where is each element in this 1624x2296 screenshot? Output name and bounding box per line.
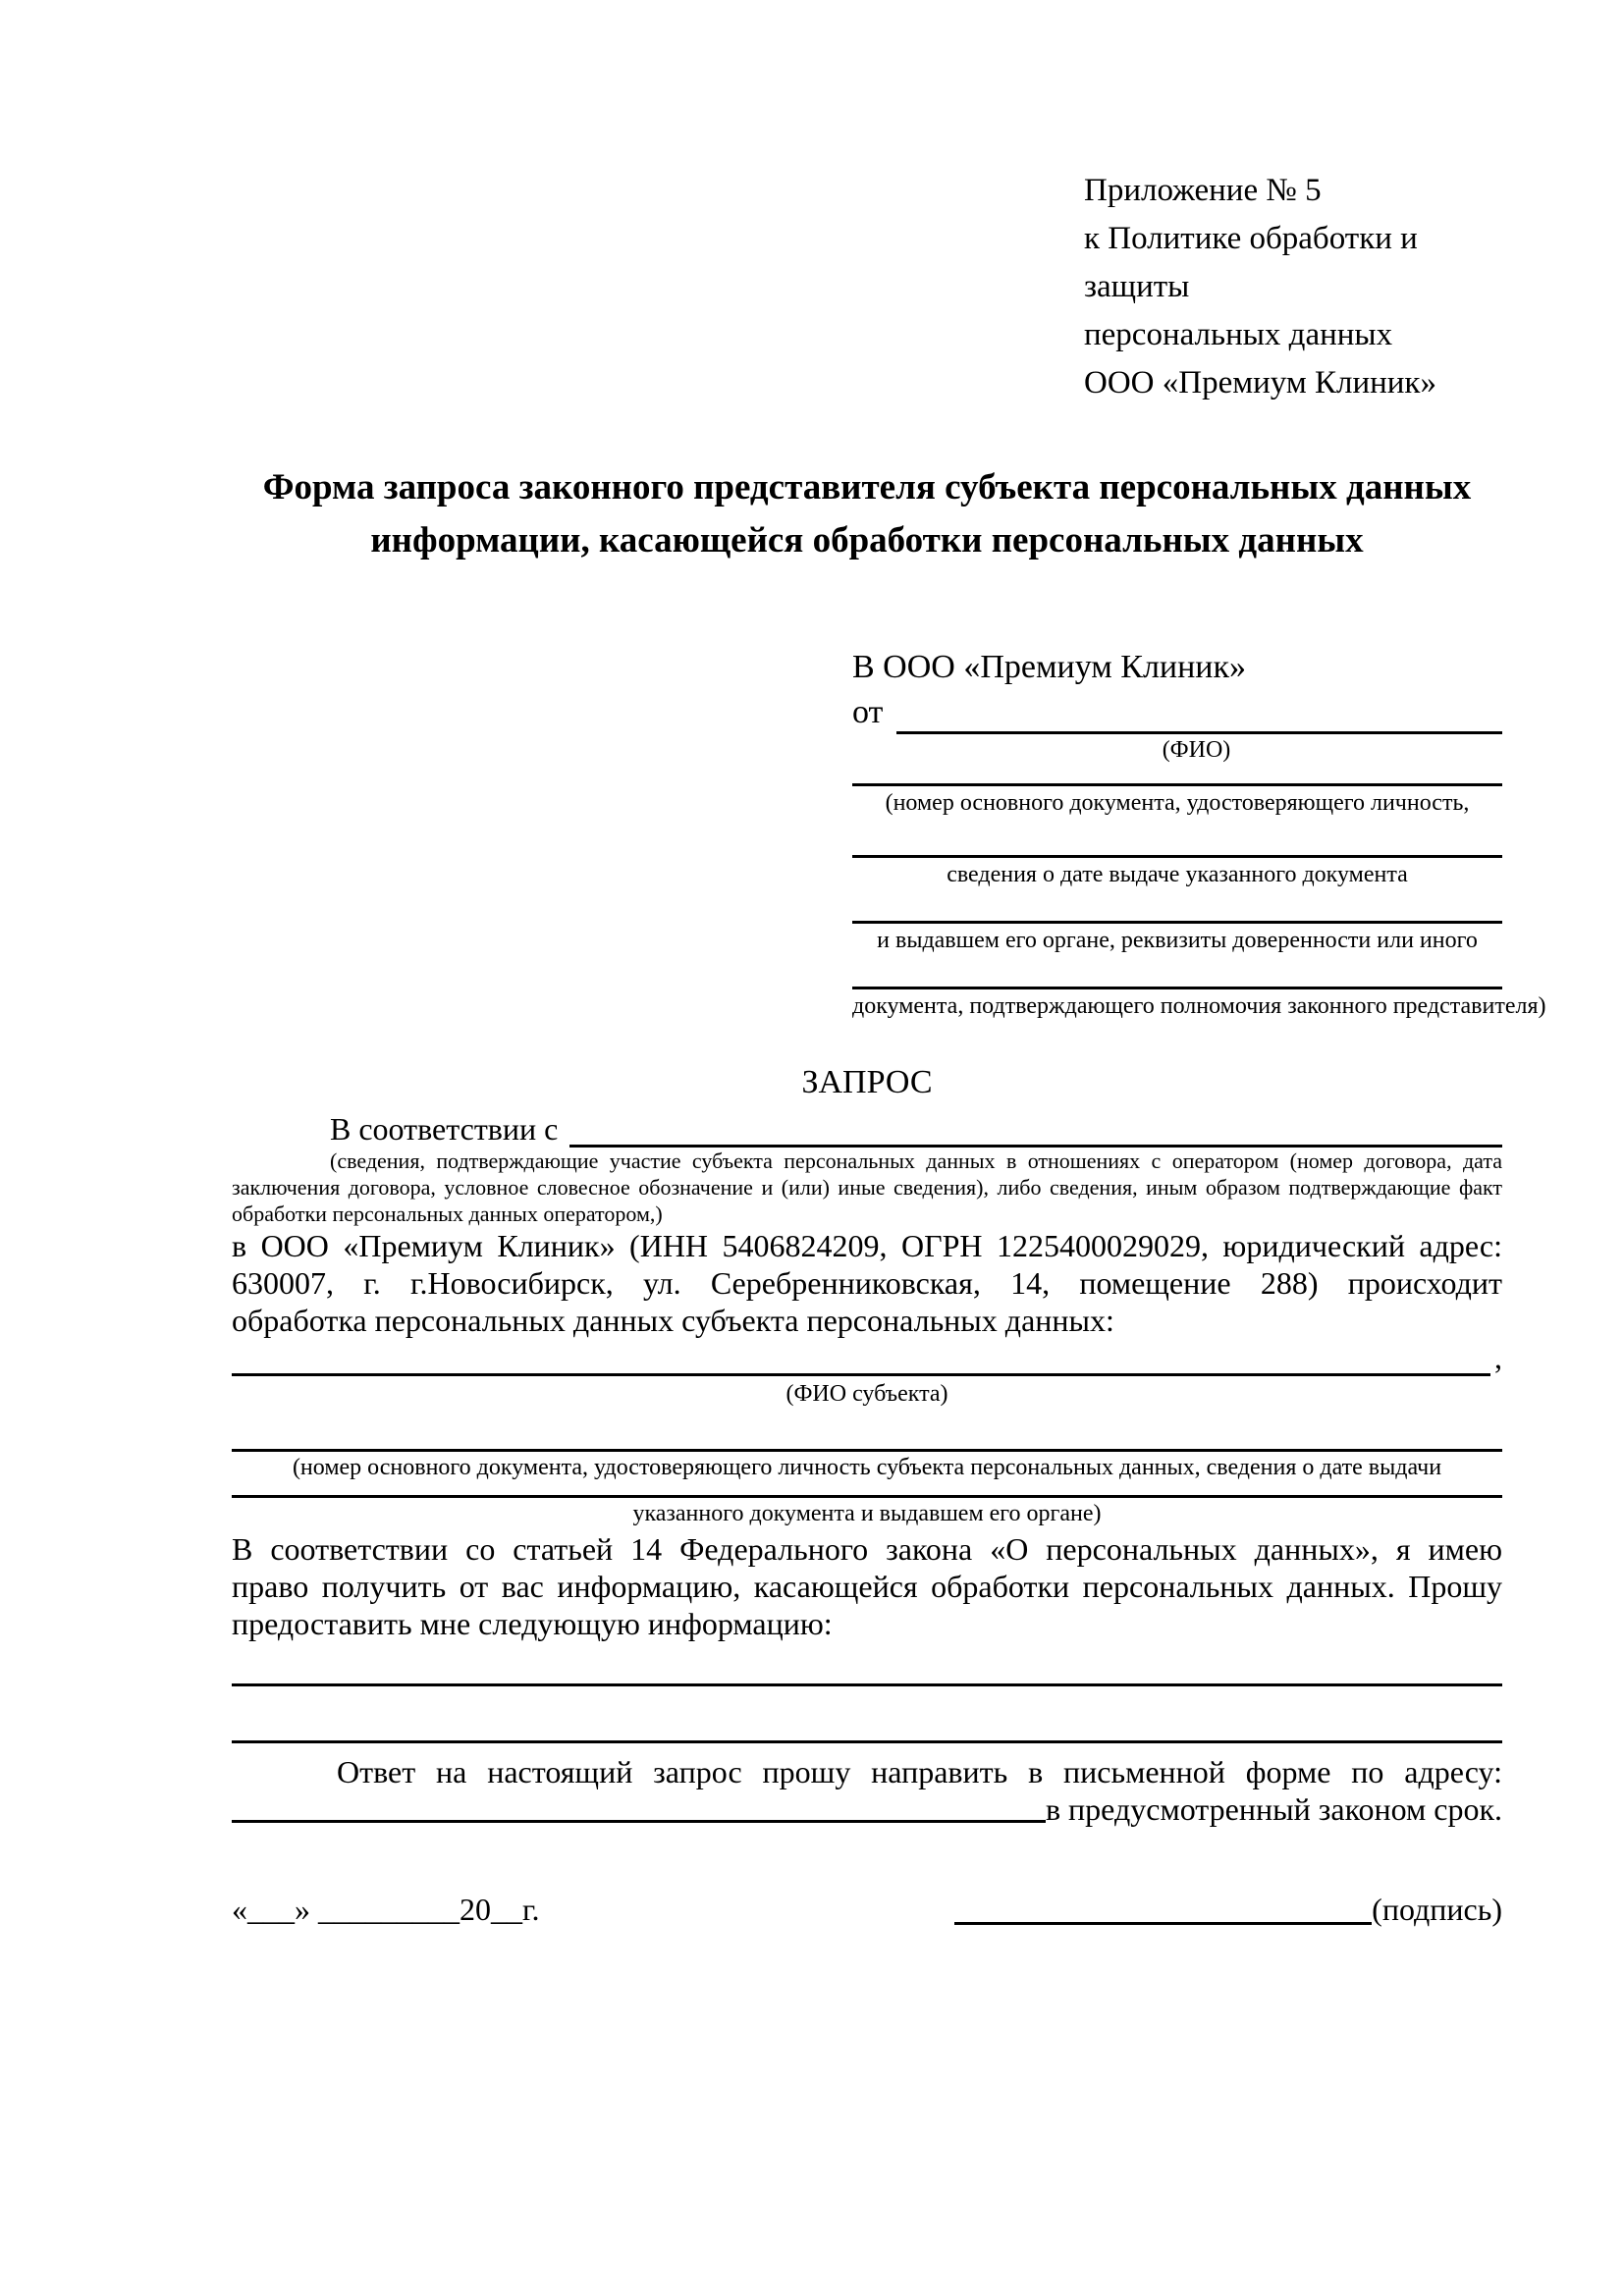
- operator-paragraph-line: 630007, г. г.Новосибирск, ул. Серебренниковская, 14, помещение 288) происходит: [232, 1265, 1502, 1301]
- appendix-note-line: ООО «Премиум Клиник»: [1084, 365, 1436, 400]
- trailing-comma: ,: [1494, 1340, 1502, 1375]
- document-title-line: информации, касающейся обработки персональных данных: [370, 520, 1364, 561]
- operator-paragraph-line: в ООО «Премиум Клиник» (ИНН 5406824209, ОГРН 1225400029029, юридический адрес:: [232, 1228, 1502, 1263]
- requested-info-blank-line: [232, 1683, 1502, 1686]
- subject-fio-row: [232, 1339, 1502, 1376]
- operator-paragraph: [232, 1227, 1502, 1339]
- request-heading: ЗАПРОС: [801, 1064, 933, 1100]
- representative-document-blank-row: [852, 921, 1502, 954]
- requested-info-blank-line: [232, 1740, 1502, 1743]
- representative-document-blank-row: [852, 987, 1546, 1020]
- intro-row: [232, 1110, 1502, 1148]
- date-blank: «___» _________20__г.: [232, 1892, 540, 1927]
- from-label: от: [852, 694, 884, 730]
- appendix-note-line: персональных данных: [1084, 317, 1393, 352]
- representative-fio-blank-line: [896, 731, 1502, 734]
- representative-document-caption: сведения о дате выдаче указанного документа: [947, 862, 1408, 887]
- law-paragraph-line: предоставить мне следующую информацию:: [232, 1606, 833, 1641]
- law-paragraph: [232, 1530, 1502, 1642]
- appendix-note-line: Приложение № 5: [1084, 173, 1322, 208]
- intro-footnote-line: заключения договора, условное словесное обозначение и (или) иные сведения), либо сведения, иным образом подтверждающие факт: [232, 1175, 1502, 1200]
- date-signature-row: [232, 1890, 1502, 1929]
- representative-document-blank-row: [852, 855, 1502, 888]
- document-title-line: Форма запроса законного представителя субъекта персональных данных: [262, 467, 1472, 507]
- fio-caption: (ФИО): [1162, 737, 1231, 763]
- subject-document-caption: указанного документа и выдавшем его органе): [632, 1501, 1102, 1526]
- subject-document-blank-row: [232, 1449, 1502, 1480]
- subject-fio-blank-line: [232, 1340, 1490, 1376]
- intro-footnote-line: (сведения, подтверждающие участие субъекта персональных данных в отношениях с оператором (номер договора, дата: [330, 1148, 1502, 1173]
- subject-fio-caption: (ФИО субъекта): [785, 1381, 948, 1407]
- signature-caption: (подпись): [1372, 1892, 1502, 1927]
- representative-document-caption: документа, подтверждающего полномочия законного представителя): [852, 993, 1546, 1019]
- reply-address-blank-line: [232, 1790, 1046, 1823]
- intro-label: В соответствии с: [330, 1111, 559, 1147]
- reply-address-row: [232, 1790, 1502, 1827]
- appendix-note: [1084, 167, 1502, 407]
- reply-sentence-line: Ответ на настоящий запрос прошу направить в письменной форме по адресу:: [337, 1754, 1502, 1789]
- addressee-from-row: [852, 691, 1502, 734]
- law-paragraph-line: право получить от вас информацию, касающейся обработки персональных данных. Прошу: [232, 1569, 1502, 1604]
- intro-footnote: [232, 1148, 1502, 1227]
- representative-document-blank-row: [852, 783, 1502, 817]
- operator-paragraph-line: обработка персональных данных субъекта персональных данных:: [232, 1303, 1114, 1338]
- representative-document-caption: и выдавшем его органе, реквизиты доверенности или иного: [877, 928, 1478, 953]
- subject-document-blank-row: [232, 1495, 1502, 1526]
- reply-sentence-end: в предусмотренный законом срок.: [1045, 1791, 1502, 1827]
- signature-blank-line: [954, 1893, 1372, 1925]
- appendix-note-line: к Политике обработки и защиты: [1084, 221, 1418, 304]
- law-paragraph-line: В соответствии со статьей 14 Федерального закона «О персональных данных», я имею: [232, 1531, 1502, 1567]
- addressee-organization: В ООО «Премиум Клиник»: [852, 649, 1247, 685]
- representative-document-caption: (номер основного документа, удостоверяющего личность,: [885, 790, 1470, 816]
- intro-footnote-line: обработки персональных данных оператором,): [232, 1201, 663, 1226]
- subject-document-caption: (номер основного документа, удостоверяющего личность субъекта персональных данных, сведения о дате выдачи: [292, 1455, 1442, 1480]
- addressee-block: [852, 644, 1546, 1020]
- document-title: [232, 461, 1502, 567]
